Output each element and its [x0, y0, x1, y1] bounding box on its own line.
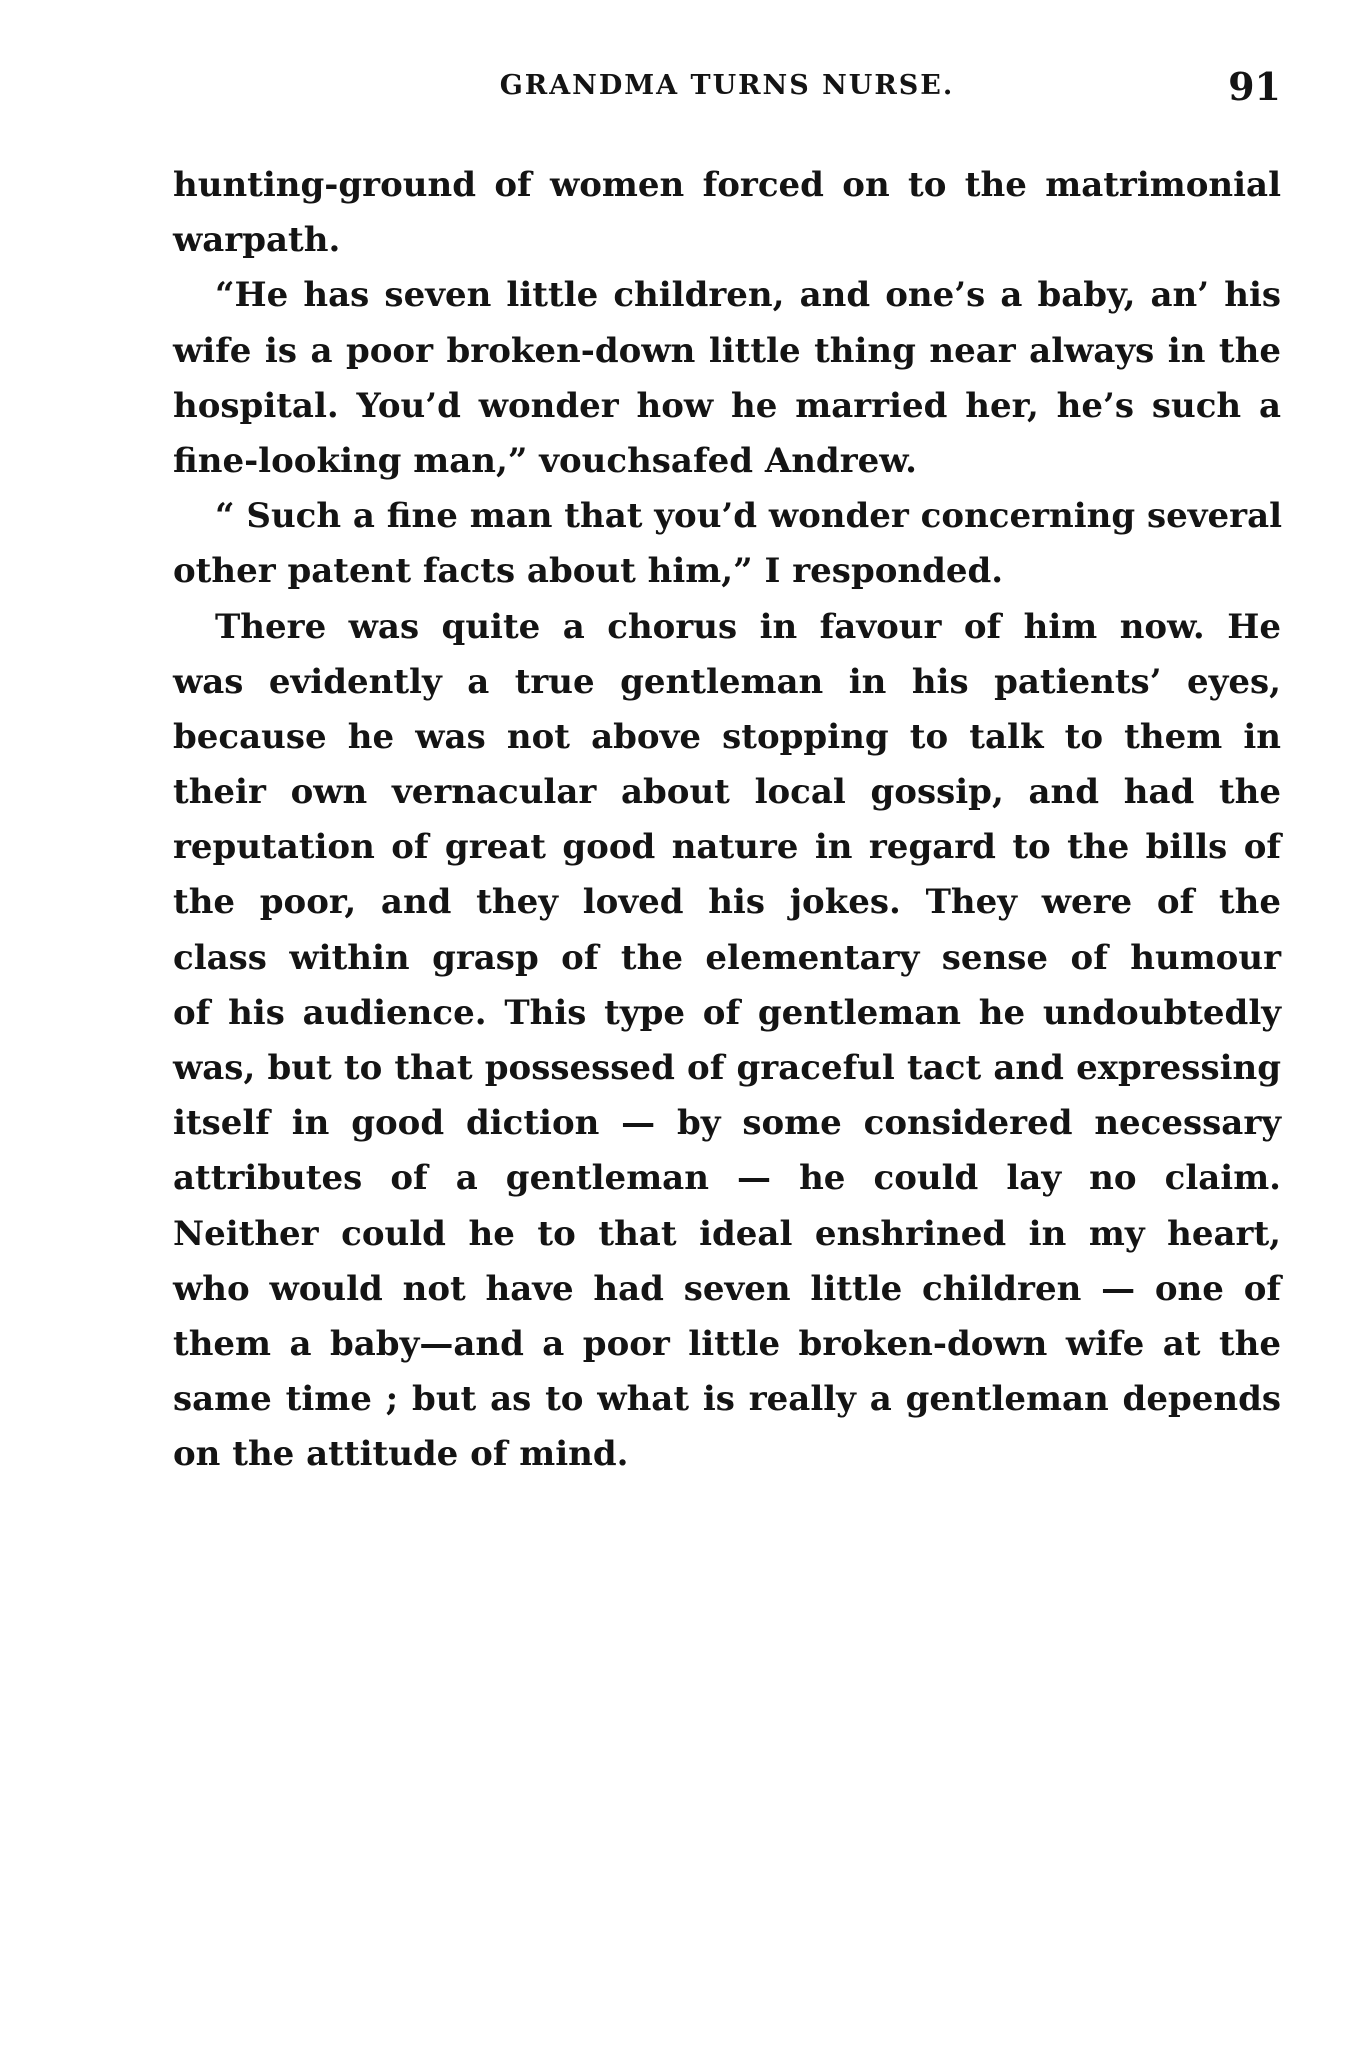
text-line: was, but to that possessed of graceful tact and expressing [173, 1048, 1281, 1088]
text-line: class within grasp of the elementary sense of humour [173, 937, 1281, 978]
text-line: wife is a poor broken-down little thing near always in the [173, 330, 1281, 371]
body-text [173, 158, 1281, 1483]
text-line: because he was not above stopping to talk to them in [173, 716, 1281, 757]
text-line: reputation of great good nature in regard to the bills of [173, 827, 1281, 868]
text-line: of his audience. This type of gentleman he undoubtedly [173, 992, 1281, 1033]
running-header [173, 64, 1281, 120]
text-line: them a baby—and a poor little broken-down wife at the [173, 1323, 1281, 1364]
text-line: There was quite a chorus in favour of him now. He [215, 606, 1281, 647]
text-line: “ Such a fine man that you’d wonder concerning several [215, 496, 1283, 537]
text-line: hunting-ground of women forced on to the matrimonial [173, 165, 1281, 205]
text-line: hospital. You’d wonder how he married her, he’s such a [173, 385, 1281, 426]
text-line: the poor, and they loved his jokes. They were of the [173, 882, 1281, 923]
text-line: Neither could he to that ideal enshrined in my heart, [173, 1213, 1281, 1254]
text-line: fine-looking man,” vouchsafed Andrew. [173, 440, 917, 481]
running-title: GRANDMA TURNS NURSE. [499, 70, 955, 101]
text-line: was evidently a true gentleman in his patients’ eyes, [173, 661, 1281, 702]
text-line: warpath. [173, 220, 341, 261]
text-line: “He has seven little children, and one’s a baby, an’ his [215, 275, 1281, 316]
text-line: same time ; but as to what is really a gentleman depends [173, 1379, 1281, 1420]
text-line: itself in good diction — by some considered necessary [173, 1103, 1281, 1144]
text-line: their own vernacular about local gossip, and had the [173, 772, 1281, 813]
text-line: other patent facts about him,” I responded. [173, 551, 1004, 592]
text-line: on the attitude of mind. [173, 1434, 629, 1475]
text-line: who would not have had seven little children — one of [173, 1268, 1281, 1309]
page-number: 91 [1228, 64, 1281, 109]
text-line: attributes of a gentleman — he could lay no claim. [173, 1158, 1281, 1199]
